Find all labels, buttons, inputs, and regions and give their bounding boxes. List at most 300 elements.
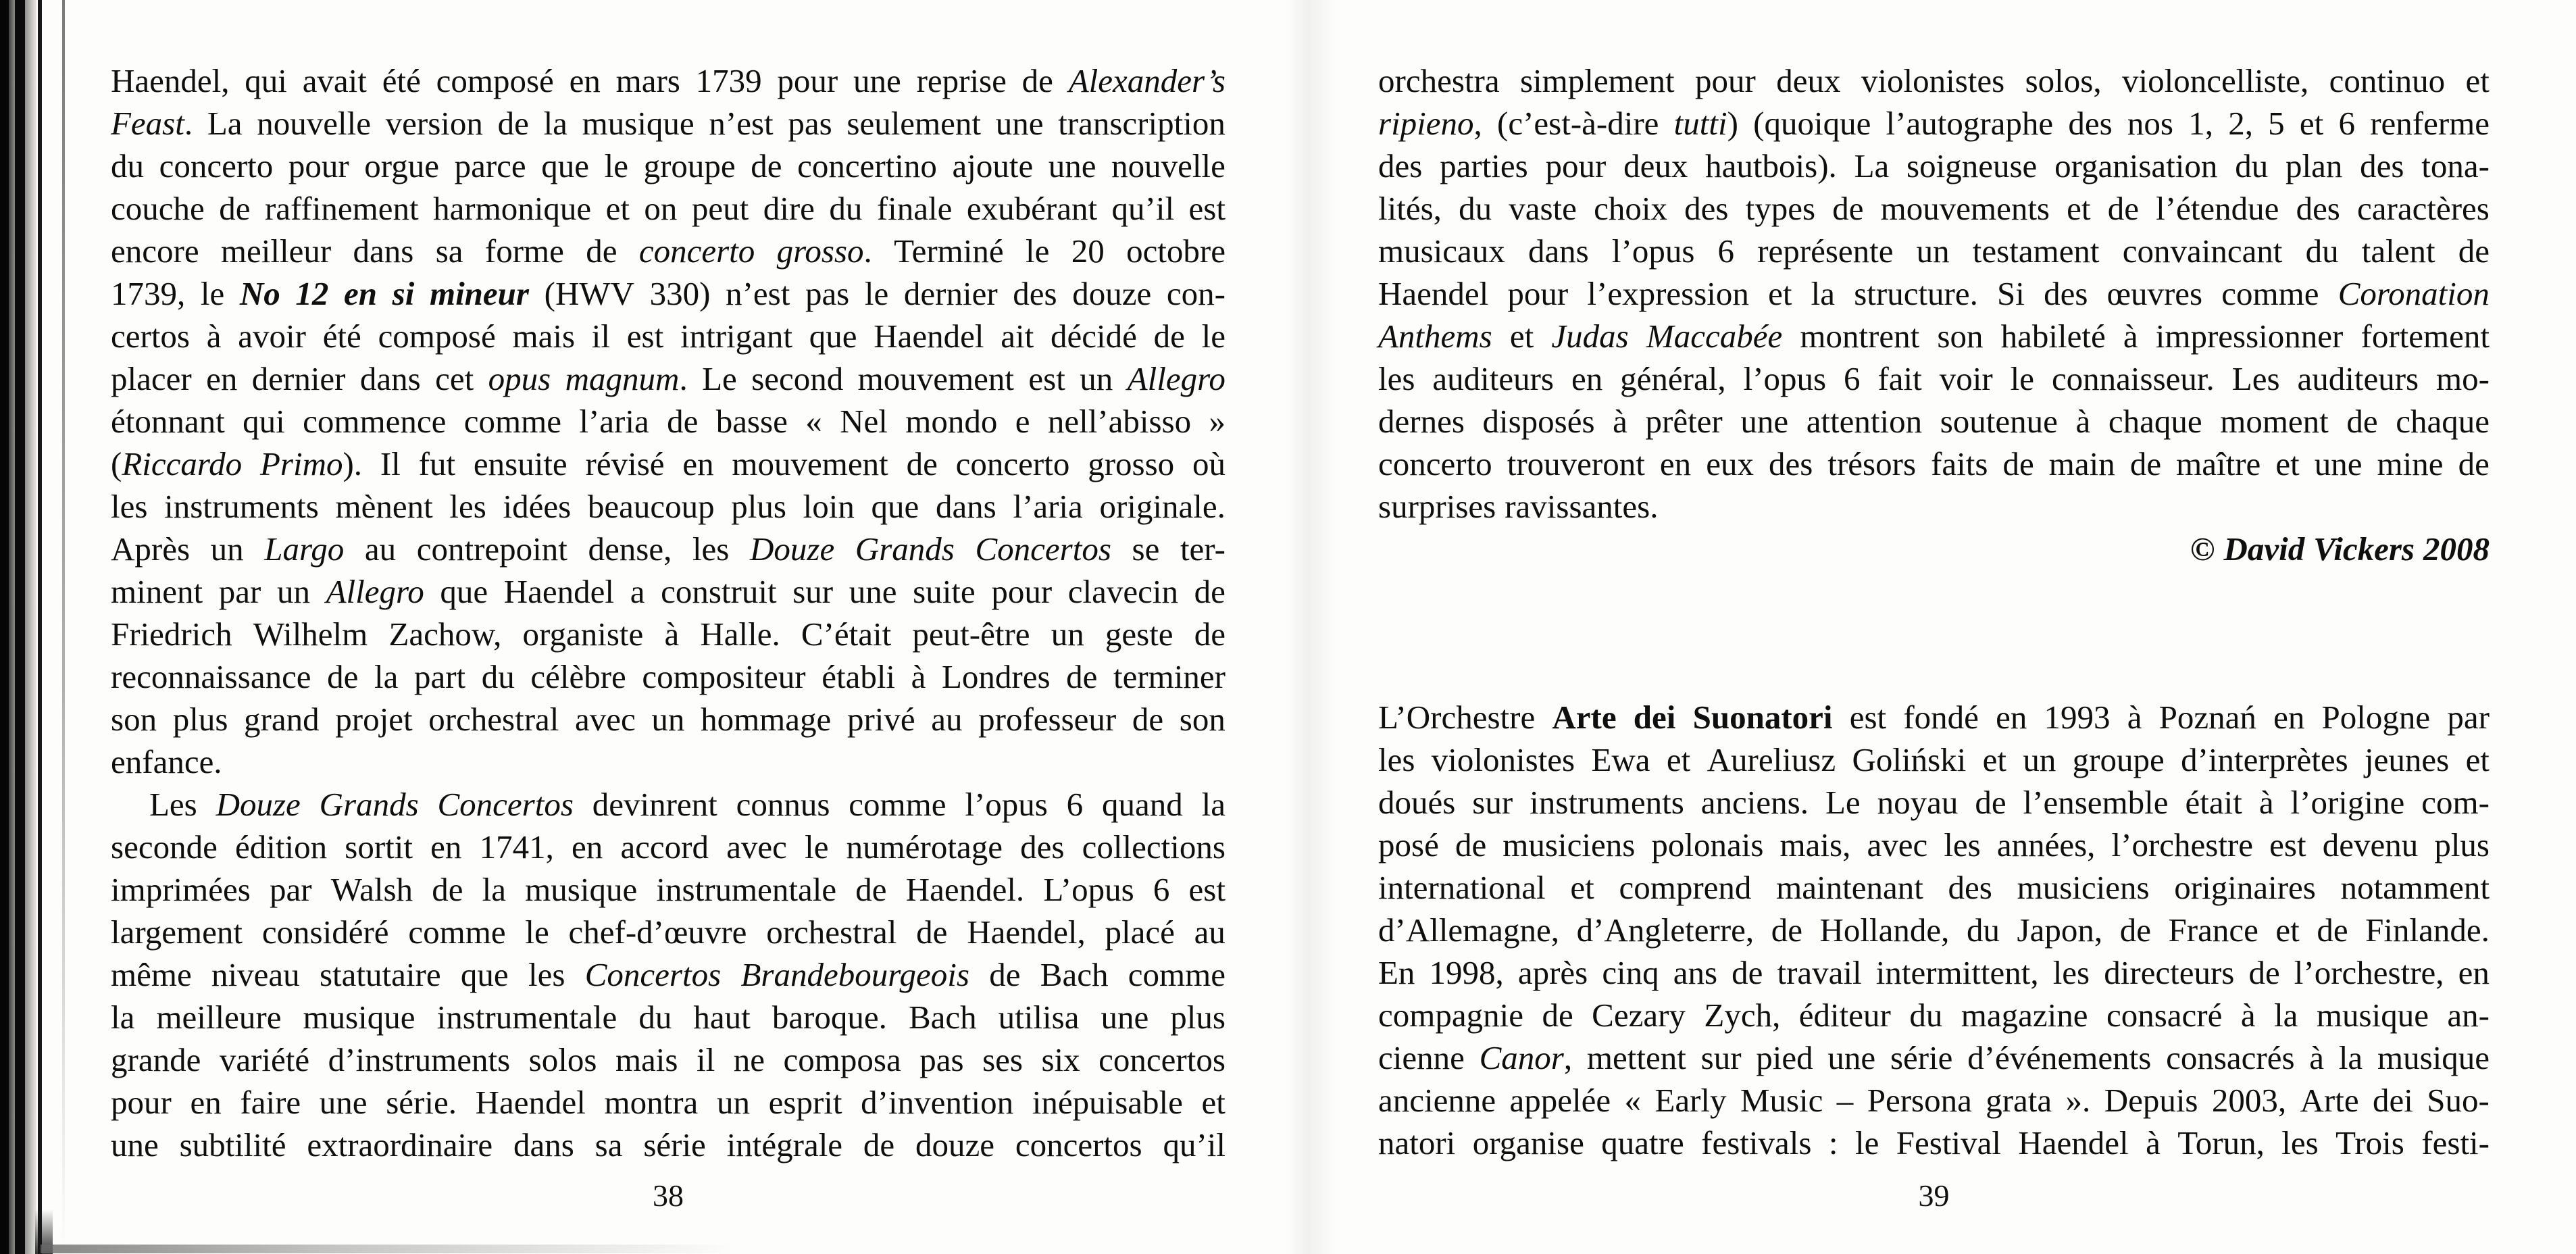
text-word: geste (1105, 616, 1173, 653)
text-word: et (1768, 275, 1792, 312)
text-word: les (1378, 360, 1415, 397)
text-word: nos (2127, 105, 2173, 142)
text-word: idées (503, 488, 572, 525)
text-word: ait (1001, 318, 1034, 355)
text-word: de (1732, 954, 1763, 991)
text-word: il (697, 1041, 715, 1078)
text-line (1378, 400, 2490, 443)
text-word: à (2258, 784, 2274, 821)
text-word: comme (1128, 956, 1226, 993)
text-word: Persona (1867, 1082, 1972, 1119)
text-word: seconde (111, 828, 218, 866)
text-word: de (432, 871, 463, 908)
text-word: moment (2220, 403, 2329, 440)
text-word: Primo). (259, 445, 363, 482)
text-word: des (2068, 105, 2113, 142)
text-word: même (111, 956, 192, 993)
text-word: attention (1806, 403, 1923, 440)
text-word: appelée (1509, 1082, 1611, 1119)
text-word: Vickers (2313, 530, 2415, 568)
text-word: ne (733, 1041, 765, 1078)
text-line (111, 400, 1226, 443)
text-word: du (1966, 911, 2000, 949)
text-word: son (1179, 701, 1226, 738)
text-word: Haendel. (905, 871, 1025, 908)
text-word: 12 (295, 275, 329, 312)
page-38-text-column (111, 59, 1226, 1166)
text-word: comprend (1619, 869, 1752, 906)
text-word: accord (620, 828, 709, 866)
text-word: de (2458, 445, 2490, 482)
text-line (111, 59, 1226, 102)
text-word: comme (463, 403, 561, 440)
text-word: série (1890, 1039, 1953, 1076)
text-line (1378, 187, 2490, 230)
text-word: enfance. (111, 743, 222, 780)
text-word: main (2048, 445, 2115, 482)
text-word: composa (783, 1041, 901, 1078)
text-word: les (2052, 954, 2090, 991)
binding-edge-stripe (0, 0, 9, 1254)
text-word: montra (604, 1084, 699, 1121)
text-word: mais (512, 318, 576, 355)
text-word: 1739 (695, 62, 762, 99)
text-word: statutaire (319, 956, 441, 993)
page-number-39: 39 (1918, 1178, 1950, 1213)
text-word: talent (2361, 232, 2435, 270)
text-word: Arte (2300, 1082, 2359, 1119)
text-word: la (482, 871, 506, 908)
text-word: pas (919, 1041, 964, 1078)
text-line (1378, 738, 2490, 781)
text-word: et (1666, 741, 1691, 778)
text-word: quatre (1601, 1124, 1684, 1161)
text-word: dans (1527, 232, 1589, 270)
text-word: © (2190, 530, 2215, 568)
text-word: Douze (216, 786, 301, 823)
text-word: plus (2434, 826, 2490, 863)
text-word: structure. (1854, 275, 1978, 312)
text-word: Early (1655, 1082, 1727, 1119)
text-word: sur (1700, 1039, 1742, 1076)
text-line (111, 655, 1226, 698)
text-word: e (1015, 403, 1030, 440)
text-word: instrumentale (656, 871, 837, 908)
text-word: mine (2377, 445, 2444, 482)
text-word: voir (1939, 360, 1993, 397)
text-word: comme (408, 913, 506, 951)
text-word: de (2317, 911, 2348, 949)
text-word: concertos (1098, 1041, 1226, 1078)
text-word: comme (2221, 275, 2319, 312)
text-word: qui (243, 403, 285, 440)
text-word: testament (1972, 232, 2100, 270)
text-word: par (2447, 699, 2490, 736)
text-word: mondo (905, 403, 998, 440)
text-word: le (805, 828, 829, 866)
text-word: concerto (638, 232, 755, 270)
text-word: grosso. (776, 232, 872, 270)
text-word: son (1937, 318, 1984, 355)
text-word: collections (1082, 828, 1226, 866)
text-word: transcription (1058, 105, 1226, 142)
text-word: de (667, 403, 699, 440)
text-word: composé (436, 62, 554, 99)
text-word: musique (2377, 1039, 2490, 1076)
text-word: d’instruments (328, 1041, 511, 1078)
text-word: un (651, 701, 685, 738)
text-word: d’Angleterre, (1576, 911, 1754, 949)
text-word: que (440, 573, 488, 610)
text-line (1378, 315, 2490, 357)
text-word: Alexander’s (1068, 62, 1226, 99)
text-word: (c’est-à-dire (1497, 105, 1659, 142)
text-word: pour (1545, 147, 1607, 184)
text-word: la (111, 999, 135, 1036)
text-word: Londres (941, 658, 1051, 695)
text-line (111, 783, 1226, 826)
text-word: étonnant (111, 403, 225, 440)
text-word: concertino (797, 147, 937, 184)
text-word: pour (111, 1084, 172, 1121)
text-word: de (1542, 997, 1573, 1034)
text-word: pied (1756, 1039, 1813, 1076)
text-word: meilleure (156, 999, 282, 1036)
binding-edge-stripe (15, 0, 25, 1254)
text-word: plus (1170, 999, 1226, 1036)
text-word: Anthems (1378, 318, 1492, 355)
text-word: chef-d’œuvre (568, 913, 747, 951)
text-word: » (1209, 403, 1226, 440)
text-word: Le (702, 360, 737, 397)
text-word: construit (661, 573, 777, 610)
text-word: série. (386, 1084, 457, 1121)
text-word: six (1041, 1041, 1080, 1078)
text-word: des (1020, 828, 1065, 866)
text-word: l’autographe (1886, 105, 2054, 142)
text-word: groupe (643, 147, 736, 184)
binding-edge-stripe (25, 0, 36, 1254)
text-word: auditeurs (2297, 360, 2419, 397)
text-word: Largo (264, 530, 345, 568)
text-word: concertos (1015, 1126, 1142, 1163)
text-line (1378, 1079, 2490, 1122)
text-word: Depuis (2104, 1082, 2198, 1119)
text-word: esprit (768, 1084, 842, 1121)
text-line (111, 230, 1226, 272)
text-word: faire (240, 1084, 301, 1121)
text-word: au (1194, 913, 1226, 951)
text-line (111, 826, 1226, 868)
text-word: ter- (1180, 530, 1226, 568)
text-word: Arte (1552, 699, 1617, 736)
text-word: projet (335, 701, 413, 738)
text-word: qui (245, 62, 287, 99)
text-word: décidé (1050, 318, 1137, 355)
text-word: connaisseur. (2051, 360, 2215, 397)
text-word: est (2269, 826, 2306, 863)
text-word: Haendel (874, 318, 984, 355)
text-word: du (829, 190, 863, 227)
text-word: il (591, 318, 611, 355)
text-line (111, 357, 1226, 400)
text-line (1378, 145, 2490, 187)
text-word: fait (1877, 360, 1922, 397)
text-line (111, 741, 1226, 783)
text-word: est (1188, 190, 1226, 227)
text-line (1378, 528, 2490, 570)
text-word: soutenue (1940, 403, 2058, 440)
text-word: musique (2316, 997, 2429, 1034)
text-word: et (2275, 445, 2300, 482)
text-word: de (1066, 658, 1098, 695)
text-word: où (1192, 445, 1226, 482)
text-word: un (716, 1084, 750, 1121)
text-word: caractères (2357, 190, 2490, 227)
text-word: en (1996, 699, 2027, 736)
text-word: des (2296, 190, 2340, 227)
text-line (1378, 951, 2490, 994)
text-word: l’orchestre, (2294, 954, 2444, 991)
text-word: par (218, 573, 261, 610)
text-word: l’expression (1587, 275, 1749, 312)
text-line (111, 272, 1226, 315)
text-word: violonistes (1431, 741, 1575, 778)
text-word: et (1201, 1084, 1226, 1121)
text-word: des (1684, 190, 1729, 227)
text-word: variété (219, 1041, 310, 1078)
text-word: suite (913, 573, 976, 610)
text-word: un (210, 530, 244, 568)
text-word: de (2346, 403, 2378, 440)
text-word: le (2010, 360, 2034, 397)
text-word: L’Orchestre (1378, 699, 1536, 736)
text-word: loin (803, 488, 855, 525)
text-word: d’Allemagne, (1378, 911, 1560, 949)
text-word: exubérant (966, 190, 1098, 227)
text-word: 6 (2338, 105, 2355, 142)
text-line (111, 953, 1226, 996)
text-word: avec (575, 701, 636, 738)
text-word: musicaux (1378, 232, 1505, 270)
text-line (111, 868, 1226, 911)
text-word: Zych, (1704, 997, 1781, 1034)
text-word: de (2119, 911, 2151, 949)
text-word: dei (1633, 699, 1676, 736)
text-line (1378, 994, 2490, 1036)
text-word: à (2146, 1124, 2161, 1161)
text-word: peut (691, 190, 749, 227)
text-word: (HWV (544, 275, 634, 312)
text-word: musiciens (2017, 869, 2150, 906)
text-word: Music (1740, 1082, 1823, 1119)
text-word: deux (1776, 62, 1841, 99)
text-word: France (2168, 911, 2258, 949)
text-word: le (525, 913, 549, 951)
text-word: Concertos (975, 530, 1111, 568)
text-word: dans (935, 488, 996, 525)
text-word: surprises (1378, 488, 1496, 525)
text-word: Les (2231, 360, 2280, 397)
text-line (111, 315, 1226, 357)
text-word: connus (736, 786, 830, 823)
text-word: 2, (2228, 105, 2253, 142)
text-word: une (1101, 999, 1149, 1036)
binding-edge-stripe (62, 0, 65, 1254)
text-word: d’interprètes (2181, 741, 2348, 778)
text-word: travail (1777, 954, 1862, 991)
text-line (1378, 102, 2490, 145)
text-word: ans (1673, 954, 1718, 991)
text-word: seulement (847, 105, 982, 142)
text-word: de (1975, 784, 2006, 821)
text-word: de (1771, 911, 1802, 949)
text-word: subtilité (179, 1126, 286, 1163)
text-word: lités, (1378, 190, 1442, 227)
text-word: nell’abisso (1047, 403, 1192, 440)
text-word: composé (378, 318, 496, 355)
text-word: L’opus (1043, 871, 1134, 908)
text-word: représente (1757, 232, 1894, 270)
text-word: La (207, 105, 243, 142)
text-word: est (1028, 360, 1065, 397)
text-word: anciens. (1700, 784, 1809, 821)
text-word: de (2002, 445, 2034, 482)
text-word: terminer (1113, 658, 1226, 695)
text-word: était (2185, 784, 2242, 821)
text-word: Zachow, (388, 616, 502, 653)
text-word: festi- (2421, 1124, 2490, 1161)
text-line (1378, 443, 2490, 485)
text-word: C’était (801, 616, 892, 653)
text-word: fut (418, 445, 456, 482)
text-word: reconnaissance (111, 658, 311, 695)
text-word: est (1188, 871, 1226, 908)
text-word: sa (595, 1126, 623, 1163)
text-word: – (1836, 1082, 1854, 1119)
text-word: concerto (159, 147, 274, 184)
text-word: une (319, 1084, 368, 1121)
text-word: Bach (908, 999, 977, 1036)
text-line (1378, 272, 2490, 315)
text-word: Douze (749, 530, 835, 568)
text-word: musique (303, 999, 415, 1036)
text-word: vaste (1509, 190, 1577, 227)
text-word: devenu (2322, 826, 2419, 863)
text-word: Nel (840, 403, 888, 440)
text-word: œuvres (2106, 275, 2203, 312)
text-word: ses (982, 1041, 1023, 1078)
text-word: son (111, 701, 157, 738)
text-line (111, 698, 1226, 741)
text-word: 2003, (2211, 1082, 2287, 1119)
text-line (111, 102, 1226, 145)
text-word: orchestral (766, 913, 897, 951)
text-word: de (1021, 62, 1053, 99)
text-word: les (111, 488, 148, 525)
page-39-text-column (1378, 59, 2490, 1164)
text-word: Brandebourgeois (740, 956, 969, 993)
text-word: de (863, 1126, 895, 1163)
text-word: comme (849, 786, 946, 823)
text-word: placé (1105, 913, 1175, 951)
text-line (111, 911, 1226, 953)
text-word: de (219, 190, 251, 227)
text-word: part (413, 658, 466, 695)
text-word: plan (2285, 147, 2343, 184)
text-word: plus (731, 488, 786, 525)
text-word: et (1570, 869, 1594, 906)
text-word: de (2458, 232, 2490, 270)
text-word: à (206, 318, 222, 355)
text-word: mars (615, 62, 680, 99)
text-word: à (2309, 1039, 2325, 1076)
text-word: soigneuse (1906, 147, 2038, 184)
text-word: 1998, (1429, 954, 1504, 991)
text-word: la (2338, 1039, 2363, 1076)
text-word: groupe (2072, 741, 2165, 778)
text-word: en (190, 1084, 222, 1121)
text-word: l’orchestre (2111, 826, 2254, 863)
page-number-38: 38 (653, 1178, 684, 1213)
text-word: violonistes (1861, 62, 2005, 99)
text-word: Finlande. (2365, 911, 2490, 949)
text-word: ravissantes. (1505, 488, 1659, 525)
text-word: général, (1620, 360, 1726, 397)
binding-edge-stripe (9, 0, 15, 1254)
text-word: Grands (855, 530, 955, 568)
text-word: minent (111, 573, 203, 610)
text-word: mènent (335, 488, 433, 525)
text-word: sur (792, 573, 834, 610)
text-word: l’opus (965, 786, 1048, 823)
text-word: éditeur (1798, 997, 1891, 1034)
text-word: musique (582, 105, 694, 142)
text-word: et (2299, 105, 2324, 142)
text-word: est (1849, 699, 1887, 736)
text-word: de (497, 105, 529, 142)
text-word: Les (149, 786, 197, 823)
text-word: trouveront (1507, 445, 1645, 482)
text-word: 20 (1071, 232, 1105, 270)
text-word: par (270, 871, 312, 908)
text-word: dernier (251, 360, 346, 397)
text-word: de (2129, 445, 2162, 482)
text-word: devinrent (592, 786, 717, 823)
text-word: prêter (1645, 403, 1723, 440)
text-word: un (1080, 360, 1113, 397)
text-word: l’origine (2290, 784, 2405, 821)
text-word: Si (1997, 275, 2025, 312)
text-word: et (1982, 741, 2006, 778)
text-word: hautbois). (1705, 147, 1837, 184)
text-word: une (849, 573, 897, 610)
text-line (1378, 824, 2490, 866)
text-word: Haendel, (967, 913, 1086, 951)
text-word: les (1944, 826, 1981, 863)
text-word: les (2281, 1124, 2319, 1161)
text-word: des (2044, 275, 2088, 312)
text-word: sa (435, 232, 463, 270)
text-word: ajoute (952, 147, 1034, 184)
text-word: encore (111, 232, 199, 270)
text-word: mineur (429, 275, 530, 312)
text-word: placer (111, 360, 192, 397)
text-word: Haendel (2018, 1124, 2129, 1161)
text-word: Walsh (330, 871, 413, 908)
text-word: de (1194, 573, 1226, 610)
text-word: festivals (1701, 1124, 1812, 1161)
